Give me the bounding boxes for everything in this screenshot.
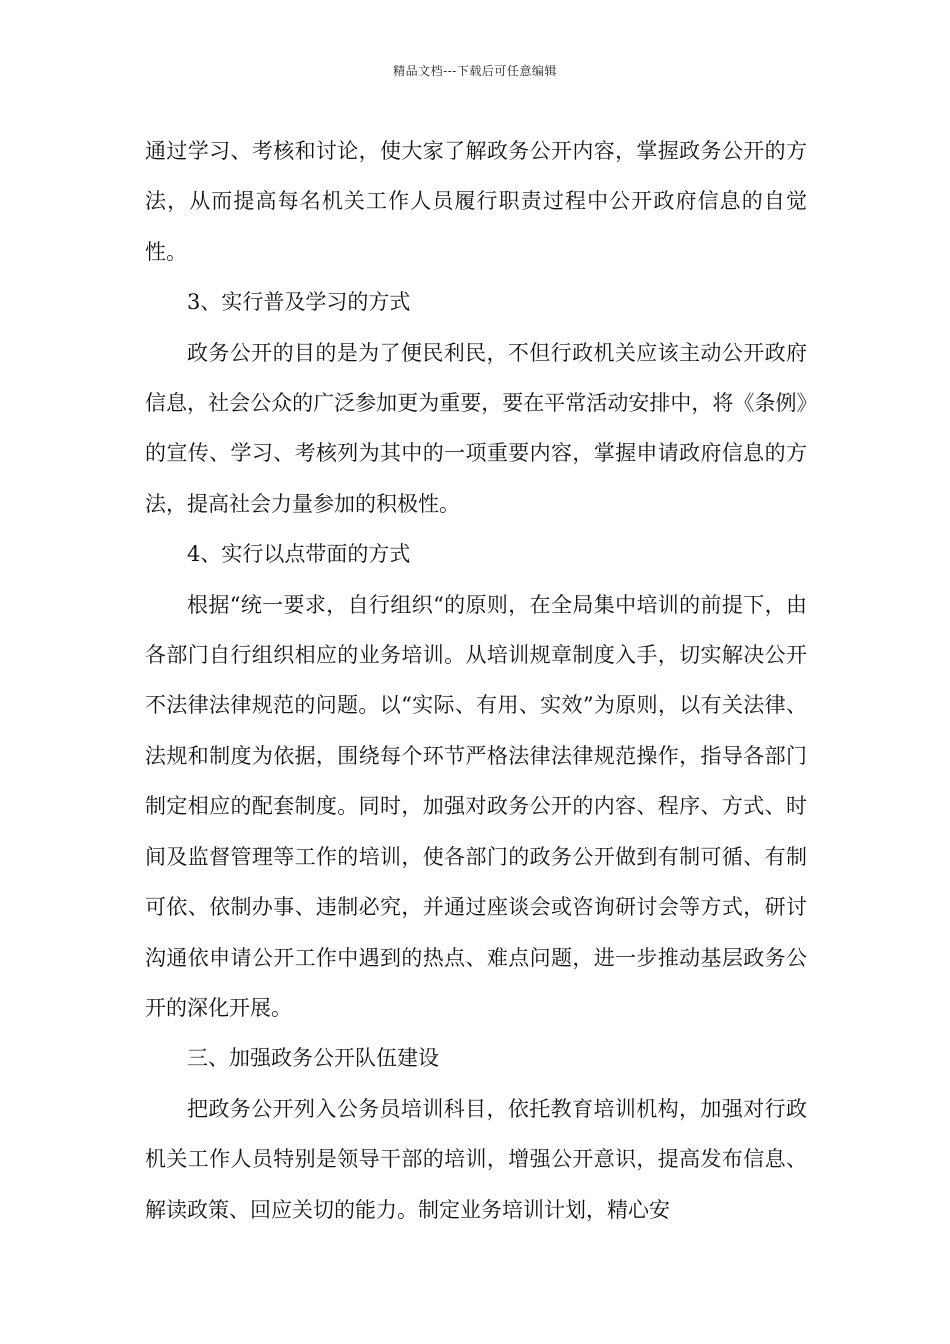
section-heading-3: 3、实行普及学习的方式 (187, 290, 411, 315)
section-heading-three: 三、加强政务公开队伍建设 (187, 1046, 439, 1071)
document-body (145, 126, 807, 1235)
paragraph-continuation: 通过学习、考核和讨论，使大家了解政务公开内容，掌握政务公开的方法，从而提高每名机关工作人员履行职责过程中公开政府信息的自觉性。 (145, 139, 807, 264)
paragraph: 把政务公开列入公务员培训科目，依托教育培训机构，加强对行政机关工作人员特别是领导干部的培训，增强公开意识，提高发布信息、解读政策、回应关切的能力。制定业务培训计划，精心安 (145, 1096, 807, 1222)
section-heading-4: 4、实行以点带面的方式 (187, 542, 411, 567)
paragraph: 政务公开的目的是为了便民利民，不但行政机关应该主动公开政府信息，社会公众的广泛参加更为重要，要在平常活动安排中，将《条例》的宣传、学习、考核列为其中的一项重要内容，掌握申请政府信息的方法，提高社会力量参加的积极性。 (145, 340, 807, 516)
paragraph: 根据“统一要求，自行组织“的原则，在全局集中培训的前提下，由各部门自行组织相应的业务培训。从培训规章制度入手，切实解决公开不法律法律规范的问题。以“实际、有用、实效”为原则，以有关法律、法规和制度为依据，围绕每个环节严格法律法律规范操作，指导各部门制定相应的配套制度。同时，加强对政务公开的内容、程序、方式、时间及监督管理等工作的培训，使各部门的政务公开做到有制可循、有制可依、依制办事、违制必究，并通过座谈会或咨询研讨会等方式，研讨沟通依申请公开工作中遇到的热点、难点问题，进一步推动基层政务公开的深化开展。 (145, 592, 807, 1020)
page-header: 精品文档---下载后可任意编辑 (393, 64, 557, 78)
